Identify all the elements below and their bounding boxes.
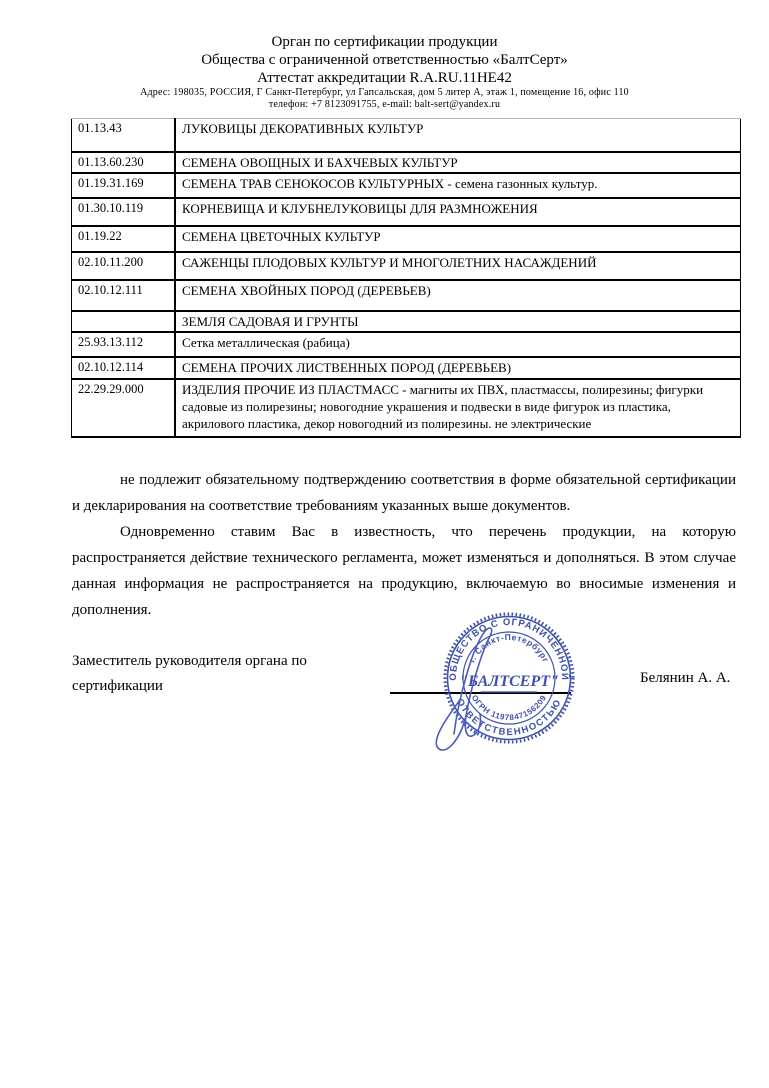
table-row bbox=[72, 152, 741, 173]
product-name-cell: СЕМЕНА ХВОЙНЫХ ПОРОД (ДЕРЕВЬЕВ) bbox=[175, 280, 741, 311]
document-header bbox=[0, 33, 769, 111]
table-row bbox=[72, 173, 741, 198]
org-title-line1: Орган по сертификации продукции bbox=[271, 34, 498, 50]
table-row bbox=[72, 226, 741, 252]
product-code-cell: 02.10.11.200 bbox=[72, 252, 176, 280]
product-code-cell: 02.10.12.111 bbox=[72, 280, 176, 311]
product-name-cell: ЛУКОВИЦЫ ДЕКОРАТИВНЫХ КУЛЬТУР bbox=[175, 119, 741, 152]
signer-name: Белянин А. А. bbox=[640, 670, 731, 686]
product-name-cell: СЕМЕНА ОВОЩНЫХ И БАХЧЕВЫХ КУЛЬТУР bbox=[175, 152, 741, 173]
product-codes-table bbox=[71, 118, 741, 438]
product-code-cell: 01.13.43 bbox=[72, 119, 176, 152]
product-code-cell: 01.30.10.119 bbox=[72, 198, 176, 226]
product-code-cell: 01.19.31.169 bbox=[72, 173, 176, 198]
product-name-cell: СЕМЕНА ТРАВ СЕНОКОСОВ КУЛЬТУРНЫХ - семена газонных культур. bbox=[175, 173, 741, 198]
svg-text:ОБЩЕСТВО С ОГРАНИЧЕННОЙ bbox=[448, 617, 571, 681]
paragraph-conformity: не подлежит обязательному подтверждению соответствия в форме обязательной сертификации и декларирования на соответствие требованиям указанных выше документов. bbox=[72, 472, 736, 514]
org-contacts: телефон: +7 8123091755, e-mail: balt-sert@yandex.ru bbox=[268, 99, 501, 110]
product-code-cell: 02.10.12.114 bbox=[72, 357, 176, 379]
signature-block bbox=[72, 616, 737, 866]
table-row bbox=[72, 311, 741, 332]
product-name-cell: КОРНЕВИЩА И КЛУБНЕЛУКОВИЦЫ ДЛЯ РАЗМНОЖЕНИЯ bbox=[175, 198, 741, 226]
table-row bbox=[72, 198, 741, 226]
product-name-cell: Сетка металлическая (рабица) bbox=[175, 332, 741, 357]
table-row bbox=[72, 119, 741, 152]
product-code-cell bbox=[72, 311, 176, 332]
svg-text:ОГРН 1197847156209 bbox=[470, 693, 549, 722]
product-code-cell: 01.13.60.230 bbox=[72, 152, 176, 173]
product-name-cell: СЕМЕНА ЦВЕТОЧНЫХ КУЛЬТУР bbox=[175, 226, 741, 252]
product-code-cell: 22.29.29.000 bbox=[72, 379, 176, 437]
table-row bbox=[72, 252, 741, 280]
stamp-center-name: "БАЛТСЕРТ" bbox=[459, 673, 559, 690]
stamp-text-outer-top: ОБЩЕСТВО С ОГРАНИЧЕННОЙ bbox=[447, 616, 571, 681]
product-name-cell: ИЗДЕЛИЯ ПРОЧИЕ ИЗ ПЛАСТМАСС - магниты их ПВХ, пластмассы, полирезины; фигурки садовые из полирезины; новогодние украшения и подвески в виде фигурок из пластика, акрилового пластика, декор новогодний из полирезины. не электрические bbox=[175, 379, 741, 437]
table-row bbox=[72, 332, 741, 357]
accreditation-number: Аттестат аккредитации R.A.RU.11HE42 bbox=[257, 70, 512, 86]
table-row bbox=[72, 357, 741, 379]
product-name-cell: САЖЕНЦЫ ПЛОДОВЫХ КУЛЬТУР И МНОГОЛЕТНИХ НАСАЖДЕНИЙ bbox=[175, 252, 741, 280]
stamp-text-outer-bottom: ОТВЕТСТВЕННОСТЬЮ bbox=[453, 696, 565, 739]
signer-position-label: Заместитель руководителя органа по сертификации bbox=[72, 653, 307, 694]
product-code-cell: 01.19.22 bbox=[72, 226, 176, 252]
org-address: Адрес: 198035, РОССИЯ, Г Санкт-Петербург, ул Гапсальская, дом 5 литер А, этаж 1, помещение 16, офис 110 bbox=[140, 87, 629, 98]
company-stamp bbox=[424, 606, 594, 756]
stamp-text-city: г. Санкт-Петербург bbox=[466, 631, 552, 665]
table-row bbox=[72, 379, 741, 437]
paragraph-disclaimer: Одновременно ставим Вас в известность, что перечень продукции, на которую распространяется действие технического регламента, может изменяться и дополняться. В этом случае данная информация не распространяется на продукцию, включаемую во вносимые изменения и дополнения. bbox=[72, 524, 736, 618]
org-title-line2: Общества с ограниченной ответственностью «БалтСерт» bbox=[201, 52, 568, 68]
table-row bbox=[72, 280, 741, 311]
product-code-cell: 25.93.13.112 bbox=[72, 332, 176, 357]
product-name-cell: СЕМЕНА ПРОЧИХ ЛИСТВЕННЫХ ПОРОД (ДЕРЕВЬЕВ) bbox=[175, 357, 741, 379]
product-name-cell: ЗЕМЛЯ САДОВАЯ И ГРУНТЫ bbox=[175, 311, 741, 332]
stamp-text-ogrn: ОГРН 1197847156209 bbox=[469, 693, 549, 723]
body-paragraphs bbox=[72, 467, 736, 623]
